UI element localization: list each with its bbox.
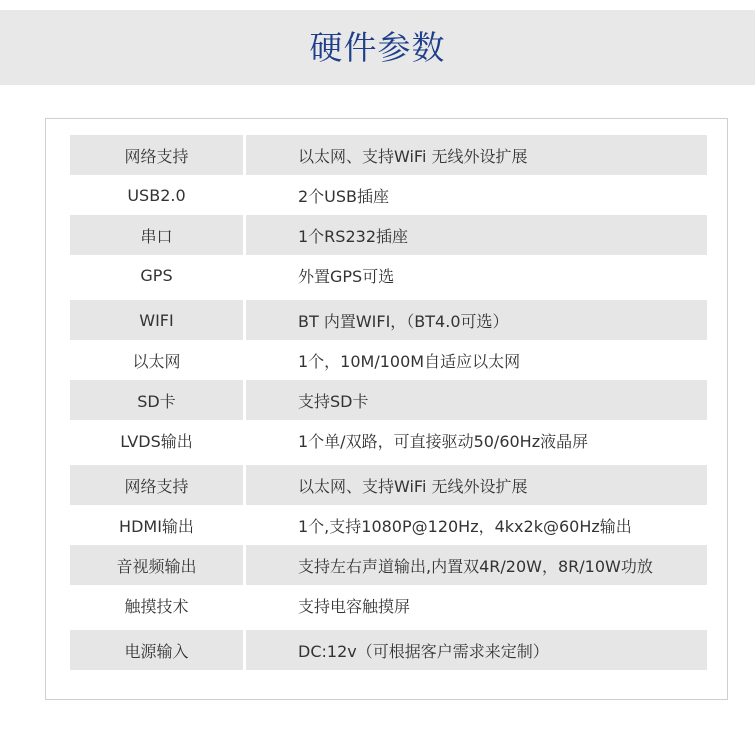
spec-value: 以太网、支持WiFi 无线外设扩展 [245, 135, 708, 175]
spec-row [70, 340, 707, 380]
spec-row [70, 420, 707, 460]
spec-name: 音视频输出 [70, 545, 245, 585]
spec-name: 电源输入 [70, 630, 245, 670]
spec-row [70, 380, 707, 420]
spec-value: 1个RS232插座 [245, 215, 708, 255]
spec-row [70, 505, 707, 545]
spec-row [70, 630, 707, 670]
spec-row [70, 300, 707, 340]
spec-name: WIFI [70, 300, 245, 340]
spec-name: 网络支持 [70, 465, 245, 505]
spec-name: USB2.0 [70, 175, 245, 215]
page-title: 硬件参数 [309, 28, 446, 67]
spec-table [70, 135, 707, 670]
spec-row [70, 255, 707, 295]
spec-name: SD卡 [70, 380, 245, 420]
spec-value: 支持左右声道输出,内置双4R/20W，8R/10W功放 [245, 545, 708, 585]
spec-name: 网络支持 [70, 135, 245, 175]
spec-value: 支持电容触摸屏 [298, 596, 411, 616]
spec-name: GPS [70, 255, 245, 295]
spec-name: HDMI输出 [70, 505, 245, 545]
spec-name: 触摸技术 [70, 585, 245, 625]
spec-value: 1个,支持1080P@120Hz，4kx2k@60Hz输出 [298, 516, 632, 536]
spec-row [70, 175, 707, 215]
spec-name: LVDS输出 [70, 420, 245, 460]
spec-value: BT 内置WIFI，（BT4.0可选） [245, 300, 708, 340]
spec-row [70, 465, 707, 505]
spec-row [70, 135, 707, 175]
spec-value: 支持SD卡 [245, 380, 708, 420]
spec-value: 2个USB插座 [298, 186, 390, 206]
spec-name: 串口 [70, 215, 245, 255]
spec-row [70, 545, 707, 585]
spec-name: 以太网 [70, 340, 245, 380]
spec-value: 1个，10M/100M自适应以太网 [298, 351, 521, 371]
spec-value: DC:12v（可根据客户需求来定制） [245, 630, 708, 670]
spec-value: 外置GPS可选 [298, 266, 395, 286]
spec-row [70, 585, 707, 625]
spec-value: 以太网、支持WiFi 无线外设扩展 [245, 465, 708, 505]
spec-row [70, 215, 707, 255]
spec-value: 1个单/双路，可直接驱动50/60Hz液晶屏 [298, 431, 589, 451]
